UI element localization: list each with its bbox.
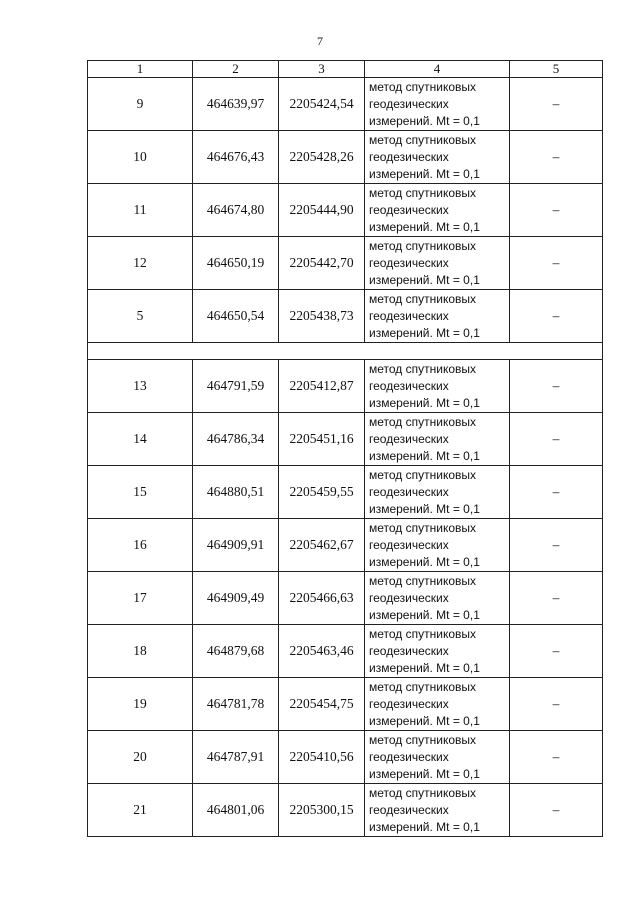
method-cell <box>365 784 510 837</box>
method-text-line: геодезических <box>369 202 449 217</box>
y-coordinate-cell: 2205438,73 <box>279 290 365 343</box>
method-text-line: геодезических <box>369 590 449 605</box>
point-number-cell: 19 <box>88 678 193 731</box>
page-number: 7 <box>317 34 323 48</box>
method-text-line: геодезических <box>369 643 449 658</box>
method-text-line: измерений. Mt = 0,1 <box>369 819 480 834</box>
point-number-cell: 13 <box>88 360 193 413</box>
table-row <box>88 784 603 837</box>
x-coordinate-cell: 464801,06 <box>193 784 279 837</box>
table-row <box>88 290 603 343</box>
x-coordinate-cell: 464787,91 <box>193 731 279 784</box>
method-text-line: измерений. Mt = 0,1 <box>369 395 480 410</box>
method-text-line: геодезических <box>369 749 449 764</box>
note-cell: – <box>510 290 603 343</box>
method-text-line: геодезических <box>369 537 449 552</box>
x-coordinate-cell: 464650,19 <box>193 237 279 290</box>
note-cell: – <box>510 519 603 572</box>
note-cell: – <box>510 131 603 184</box>
table-row <box>88 519 603 572</box>
method-text-line: измерений. Mt = 0,1 <box>369 325 480 340</box>
note-cell: – <box>510 572 603 625</box>
header-row <box>88 61 603 78</box>
x-coordinate-cell: 464674,80 <box>193 184 279 237</box>
column-header: 2 <box>193 61 279 78</box>
note-cell: – <box>510 678 603 731</box>
point-number-cell: 11 <box>88 184 193 237</box>
method-cell <box>365 360 510 413</box>
x-coordinate-cell: 464676,43 <box>193 131 279 184</box>
method-text-line: метод спутниковых <box>369 361 477 376</box>
column-header: 4 <box>365 61 510 78</box>
point-number-cell: 10 <box>88 131 193 184</box>
method-text-line: геодезических <box>369 484 449 499</box>
table-row <box>88 413 603 466</box>
x-coordinate-cell: 464650,54 <box>193 290 279 343</box>
method-text-line: измерений. Mt = 0,1 <box>369 766 480 781</box>
note-cell: – <box>510 78 603 131</box>
method-cell <box>365 625 510 678</box>
method-cell <box>365 731 510 784</box>
note-cell: – <box>510 731 603 784</box>
point-number-cell: 9 <box>88 78 193 131</box>
table-row <box>88 237 603 290</box>
table-row <box>88 625 603 678</box>
table-row <box>88 131 603 184</box>
note-cell: – <box>510 413 603 466</box>
method-text-line: геодезических <box>369 255 449 270</box>
note-cell: – <box>510 184 603 237</box>
point-number-cell: 12 <box>88 237 193 290</box>
column-header: 1 <box>88 61 193 78</box>
method-text-line: метод спутниковых <box>369 414 477 429</box>
method-cell <box>365 237 510 290</box>
table-row <box>88 184 603 237</box>
method-text-line: измерений. Mt = 0,1 <box>369 166 480 181</box>
column-header: 5 <box>510 61 603 78</box>
method-cell <box>365 131 510 184</box>
y-coordinate-cell: 2205412,87 <box>279 360 365 413</box>
method-text-line: метод спутниковых <box>369 520 477 535</box>
point-number-cell: 5 <box>88 290 193 343</box>
coordinates-table <box>87 60 603 837</box>
point-number-cell: 18 <box>88 625 193 678</box>
point-number-cell: 15 <box>88 466 193 519</box>
table-row <box>88 78 603 131</box>
x-coordinate-cell: 464909,91 <box>193 519 279 572</box>
y-coordinate-cell: 2205410,56 <box>279 731 365 784</box>
x-coordinate-cell: 464781,78 <box>193 678 279 731</box>
x-coordinate-cell: 464880,51 <box>193 466 279 519</box>
y-coordinate-cell: 2205459,55 <box>279 466 365 519</box>
y-coordinate-cell: 2205442,70 <box>279 237 365 290</box>
method-text-line: геодезических <box>369 802 449 817</box>
method-text-line: геодезических <box>369 308 449 323</box>
table-row <box>88 572 603 625</box>
method-text-line: геодезических <box>369 96 449 111</box>
method-cell <box>365 678 510 731</box>
method-text-line: измерений. Mt = 0,1 <box>369 501 480 516</box>
point-number-cell: 16 <box>88 519 193 572</box>
method-text-line: измерений. Mt = 0,1 <box>369 607 480 622</box>
method-text-line: метод спутниковых <box>369 573 477 588</box>
method-text-line: метод спутниковых <box>369 785 477 800</box>
method-cell <box>365 519 510 572</box>
method-text-line: геодезических <box>369 431 449 446</box>
method-text-line: измерений. Mt = 0,1 <box>369 272 480 287</box>
x-coordinate-cell: 464639,97 <box>193 78 279 131</box>
method-text-line: метод спутниковых <box>369 132 477 147</box>
note-cell: – <box>510 237 603 290</box>
method-cell <box>365 184 510 237</box>
method-text-line: измерений. Mt = 0,1 <box>369 113 480 128</box>
x-coordinate-cell: 464786,34 <box>193 413 279 466</box>
x-coordinate-cell: 464791,59 <box>193 360 279 413</box>
method-cell <box>365 78 510 131</box>
method-text-line: метод спутниковых <box>369 679 477 694</box>
method-text-line: геодезических <box>369 696 449 711</box>
table-row <box>88 360 603 413</box>
point-number-cell: 14 <box>88 413 193 466</box>
method-text-line: метод спутниковых <box>369 185 477 200</box>
y-coordinate-cell: 2205462,67 <box>279 519 365 572</box>
column-header: 3 <box>279 61 365 78</box>
method-cell <box>365 413 510 466</box>
method-cell <box>365 290 510 343</box>
y-coordinate-cell: 2205451,16 <box>279 413 365 466</box>
note-cell: – <box>510 466 603 519</box>
point-number-cell: 17 <box>88 572 193 625</box>
method-cell <box>365 466 510 519</box>
x-coordinate-cell: 464909,49 <box>193 572 279 625</box>
y-coordinate-cell: 2205466,63 <box>279 572 365 625</box>
table-row <box>88 731 603 784</box>
method-text-line: метод спутниковых <box>369 467 477 482</box>
method-text-line: измерений. Mt = 0,1 <box>369 713 480 728</box>
y-coordinate-cell: 2205444,90 <box>279 184 365 237</box>
note-cell: – <box>510 625 603 678</box>
y-coordinate-cell: 2205428,26 <box>279 131 365 184</box>
group-separator-cell <box>88 343 603 360</box>
method-text-line: измерений. Mt = 0,1 <box>369 554 480 569</box>
method-cell <box>365 572 510 625</box>
method-text-line: метод спутниковых <box>369 732 477 747</box>
method-text-line: геодезических <box>369 149 449 164</box>
y-coordinate-cell: 2205424,54 <box>279 78 365 131</box>
method-text-line: метод спутниковых <box>369 626 477 641</box>
table-row <box>88 678 603 731</box>
note-cell: – <box>510 784 603 837</box>
method-text-line: геодезических <box>369 378 449 393</box>
note-cell: – <box>510 360 603 413</box>
method-text-line: метод спутниковых <box>369 79 477 94</box>
x-coordinate-cell: 464879,68 <box>193 625 279 678</box>
point-number-cell: 21 <box>88 784 193 837</box>
y-coordinate-cell: 2205300,15 <box>279 784 365 837</box>
method-text-line: измерений. Mt = 0,1 <box>369 219 480 234</box>
table-body <box>88 61 603 837</box>
method-text-line: измерений. Mt = 0,1 <box>369 448 480 463</box>
table-row <box>88 466 603 519</box>
method-text-line: метод спутниковых <box>369 238 477 253</box>
group-separator-row <box>88 343 603 360</box>
method-text-line: измерений. Mt = 0,1 <box>369 660 480 675</box>
method-text-line: метод спутниковых <box>369 291 477 306</box>
point-number-cell: 20 <box>88 731 193 784</box>
y-coordinate-cell: 2205463,46 <box>279 625 365 678</box>
y-coordinate-cell: 2205454,75 <box>279 678 365 731</box>
